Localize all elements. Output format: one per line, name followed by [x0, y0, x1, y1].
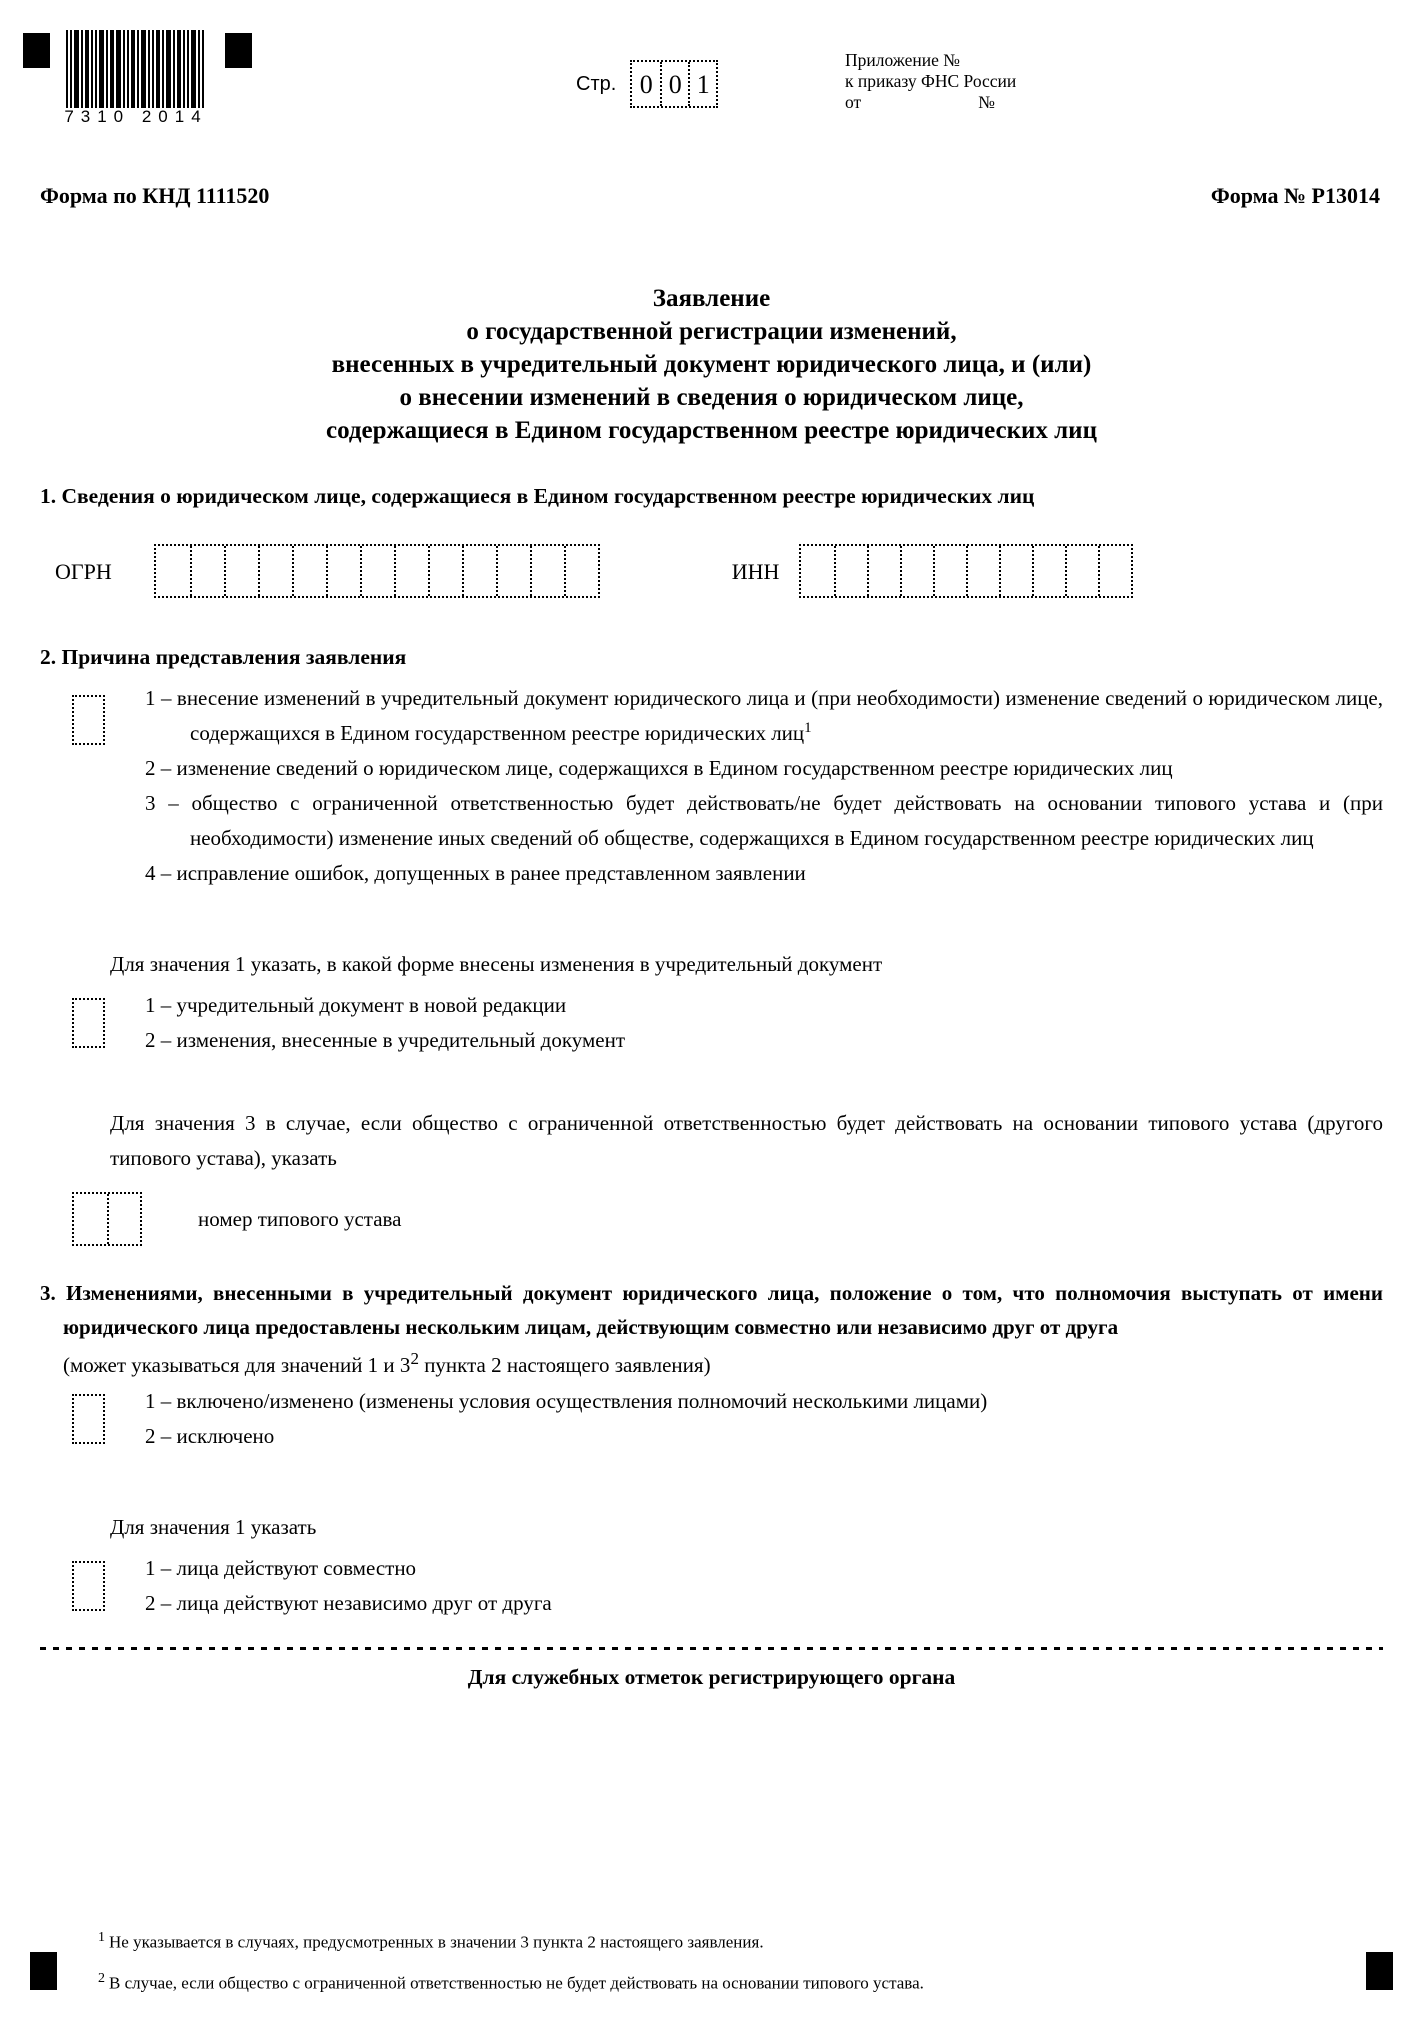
digit-cell[interactable]: [74, 1194, 107, 1244]
option-act-independently: 2 – лица действуют независимо друг от друга: [145, 1591, 552, 1615]
section2-heading: 2. Причина представления заявления: [40, 645, 407, 669]
option-new-edition: 1 – учредительный документ в новой редакции: [145, 993, 567, 1017]
footnote-ref-1: 1: [804, 720, 812, 736]
option-reason-4: 4 – исправление ошибок, допущенных в ранее представленном заявлении: [145, 861, 806, 885]
form-title-line: содержащиеся в Едином государственном реестре юридических лиц: [326, 417, 1097, 444]
digit-cell[interactable]: [462, 546, 496, 596]
option-reason-1-text: 1 – внесение изменений в учредительный документ юридического лица и (при необходимости) изменение сведений о юридическом лице, содержащихся в Едином государственном реестре юридических лиц: [145, 686, 1383, 745]
digit-cell[interactable]: [360, 546, 394, 596]
ogrn-field[interactable]: [154, 544, 600, 598]
digit-cell[interactable]: [107, 1194, 140, 1244]
option-reason-3: 3 – общество с ограниченной ответственностью будет действовать/не будет действовать на основании типового устава и (при необходимости) изменение иных сведений об обществе, содержащихся в Едином государственном реестре юридических лиц: [145, 791, 1383, 850]
inn-field[interactable]: [799, 544, 1133, 598]
appendix-line1: Приложение №: [845, 50, 960, 70]
digit-cell[interactable]: [933, 546, 966, 596]
page-number-label: Стр.: [576, 72, 617, 95]
digit-cell[interactable]: [530, 546, 564, 596]
section2-sub2-heading: Для значения 3 в случае, если общество с ограниченной ответственностью будет действовать на основании типового устава (другого типового устава), указать: [110, 1111, 1383, 1170]
form-title-line: о внесении изменений в сведения о юридическом лице,: [399, 384, 1024, 411]
footnotes: [98, 1919, 924, 2002]
service-marks-heading: Для служебных отметок регистрирующего органа: [467, 1665, 956, 1689]
footnote-1-marker: 1: [98, 1929, 105, 1945]
inn-label: ИНН: [731, 558, 780, 584]
registration-mark-bottom-left: [30, 1952, 57, 1990]
option-amendments-doc: 2 – изменения, внесенные в учредительный документ: [145, 1028, 626, 1052]
digit-cell[interactable]: [428, 546, 462, 596]
form-content: [0, 230, 1428, 1695]
digit-cell[interactable]: [834, 546, 867, 596]
amendment-form-checkbox[interactable]: [72, 998, 105, 1048]
digit-cell[interactable]: [564, 546, 598, 596]
registration-mark-top-right: [225, 33, 252, 68]
section1-heading: 1. Сведения о юридическом лице, содержащиеся в Едином государственном реестре юридических лиц: [40, 484, 1035, 508]
registration-mark-top-left: [23, 33, 50, 68]
section3-note-suffix: пункта 2 настоящего заявления): [418, 1353, 711, 1377]
digit-cell[interactable]: [224, 546, 258, 596]
page-number-digit[interactable]: 0: [639, 69, 653, 99]
form-title: [40, 282, 1383, 447]
digit-cell[interactable]: [292, 546, 326, 596]
section3: [40, 1276, 1383, 1378]
barcode: [66, 30, 206, 108]
form-title-line: внесенных в учредительный документ юридического лица, и (или): [331, 351, 1092, 378]
page-number-digit[interactable]: 1: [688, 62, 716, 106]
section3-note-prefix: (может указываться для значений 1 и 3: [63, 1353, 411, 1377]
section2-options: [145, 681, 1383, 891]
section3-sub-group: [72, 1551, 1383, 1621]
form-title-line: Заявление: [652, 285, 771, 312]
page-number-field[interactable]: [630, 60, 718, 108]
barcode-number: 7310 2014: [64, 107, 208, 126]
appendix-line2: к приказу ФНС России: [845, 71, 1017, 91]
registration-mark-bottom-right: [1366, 1952, 1393, 1990]
option-reason-1: [145, 681, 1383, 751]
section3-note: [40, 1346, 1383, 1378]
option-included-changed: 1 – включено/изменено (изменены условия осуществления полномочий несколькими лицами): [145, 1389, 988, 1413]
acting-mode-checkbox[interactable]: [72, 1561, 105, 1611]
footnote-1: [98, 1919, 924, 1961]
footnote-1-text: Не указывается в случаях, предусмотренных в значении 3 пункта 2 настоящего заявления.: [109, 1932, 764, 1952]
page-number-digit[interactable]: 0: [660, 62, 688, 106]
charter-number-field[interactable]: [72, 1192, 142, 1246]
option-excluded: 2 – исключено: [145, 1424, 275, 1448]
tear-off-divider: [40, 1647, 1383, 1650]
footnote-2-marker: 2: [98, 1971, 105, 1987]
form-knd-code: Форма по КНД 1111520: [40, 183, 270, 208]
digit-cell[interactable]: [394, 546, 428, 596]
digit-cell[interactable]: [156, 546, 190, 596]
section3-heading: 3. Изменениями, внесенными в учредительный документ юридического лица, положение о том, что полномочия выступать от имени юридического лица предоставлены нескольким лицам, действующим совместно или независимо друг от друга: [40, 1281, 1383, 1339]
powers-clause-checkbox[interactable]: [72, 1394, 105, 1444]
ogrn-label: ОГРН: [55, 558, 112, 584]
appendix-note: [845, 50, 1075, 113]
digit-cell[interactable]: [999, 546, 1032, 596]
section1-fields-row: [40, 544, 1383, 598]
footnote-2: [98, 1960, 924, 2002]
option-act-jointly: 1 – лица действуют совместно: [145, 1556, 417, 1580]
section3-options-group: [72, 1384, 1383, 1454]
section2-reason-group: [72, 681, 1383, 891]
digit-cell[interactable]: [966, 546, 999, 596]
digit-cell[interactable]: [900, 546, 933, 596]
digit-cell[interactable]: [867, 546, 900, 596]
section2-sub1-heading: Для значения 1 указать, в какой форме внесены изменения в учредительный документ: [110, 952, 883, 976]
form-number: Форма № Р13014: [1210, 183, 1380, 208]
digit-cell[interactable]: [496, 546, 530, 596]
digit-cell[interactable]: [258, 546, 292, 596]
charter-number-row: [72, 1192, 1383, 1246]
footnote-ref-2: 2: [410, 1349, 419, 1368]
page-number-row: [576, 60, 718, 108]
reason-value-checkbox[interactable]: [72, 695, 105, 745]
digit-cell[interactable]: [801, 546, 834, 596]
section3-options: [145, 1384, 1383, 1454]
form-title-line: о государственной регистрации изменений,: [466, 318, 957, 345]
digit-cell[interactable]: [1098, 546, 1131, 596]
footnote-2-text: В случае, если общество с ограниченной ответственностью не будет действовать на основании типового устава.: [109, 1974, 924, 1993]
appendix-from-label: от: [845, 92, 862, 112]
section2-sub1-options: [145, 988, 1383, 1058]
digit-cell[interactable]: [190, 546, 224, 596]
digit-cell[interactable]: [1065, 546, 1098, 596]
section3-sub-heading: Для значения 1 указать: [110, 1515, 317, 1539]
digit-cell[interactable]: [326, 546, 360, 596]
section3-sub-options: [145, 1551, 1383, 1621]
charter-number-label: номер типового устава: [198, 1206, 402, 1231]
option-reason-2: 2 – изменение сведений о юридическом лице, содержащихся в Едином государственном реестре юридических лиц: [145, 756, 1173, 780]
form-code-row: [0, 178, 1428, 213]
appendix-number-label: №: [978, 92, 995, 112]
section2-sub1-group: [72, 988, 1383, 1058]
digit-cell[interactable]: [1032, 546, 1065, 596]
